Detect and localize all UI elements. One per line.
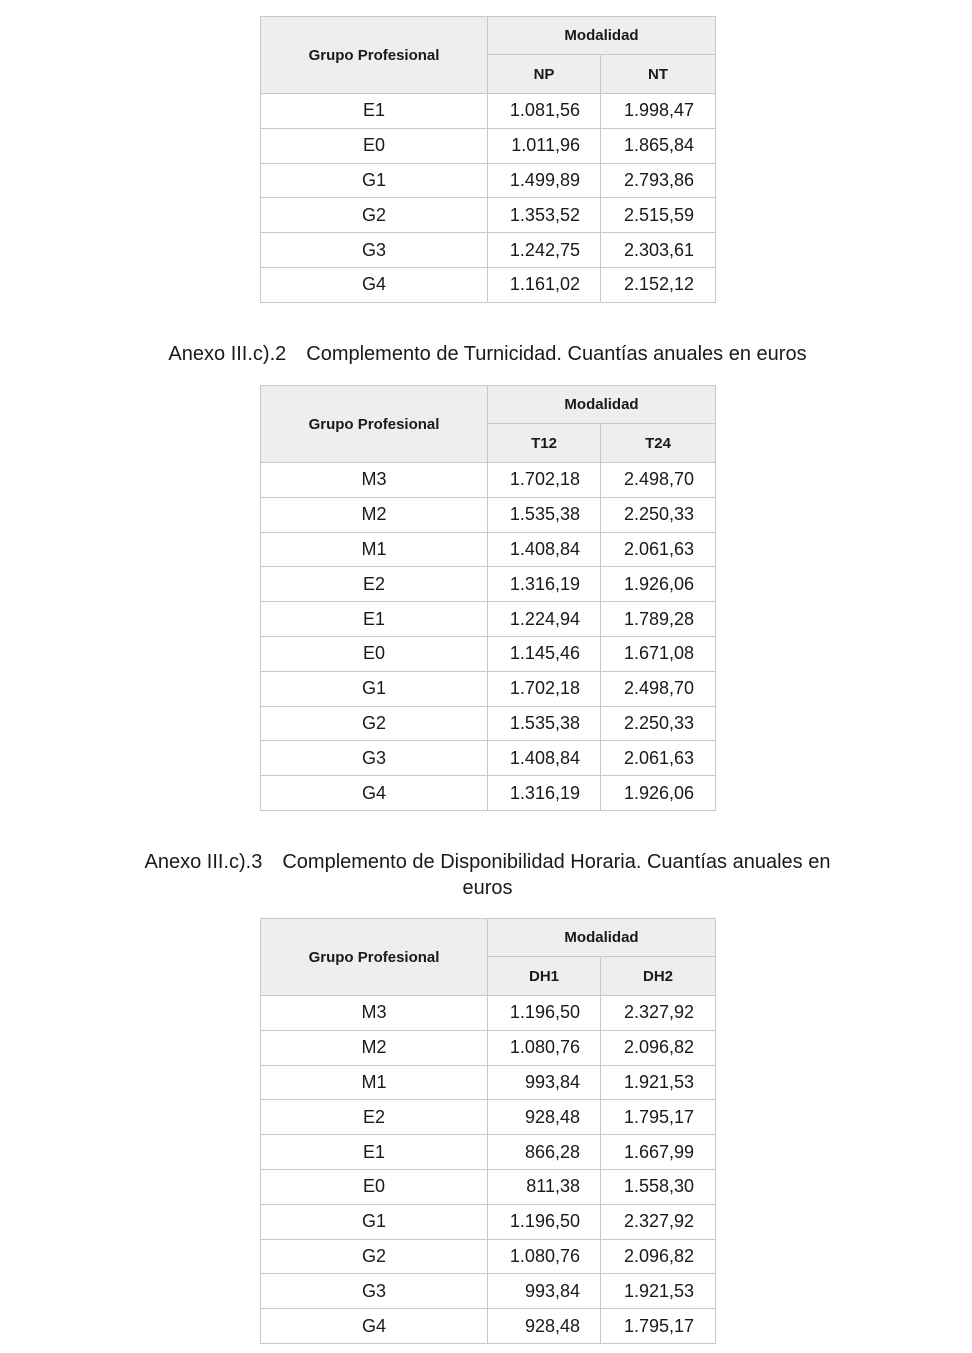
cell-grupo: G1: [261, 671, 488, 706]
cell-value-1: 993,84: [488, 1065, 601, 1100]
cell-grupo: E0: [261, 636, 488, 671]
cell-value-1: 1.196,50: [488, 996, 601, 1031]
cell-value-2: 2.096,82: [601, 1239, 716, 1274]
header-col-1: NP: [488, 55, 601, 94]
cell-grupo: E1: [261, 94, 488, 129]
cell-value-1: 1.353,52: [488, 198, 601, 233]
cell-grupo: E0: [261, 1169, 488, 1204]
table-row: [261, 1204, 716, 1239]
table-row: [261, 163, 716, 198]
table-row: [261, 497, 716, 532]
table-turnicidad: [260, 385, 716, 811]
table-row: [261, 532, 716, 567]
cell-grupo: E2: [261, 567, 488, 602]
table-row: [261, 1100, 716, 1135]
cell-value-1: 866,28: [488, 1135, 601, 1170]
caption-text: Complemento de Disponibilidad Horaria. Cuantías anuales en euros: [282, 851, 831, 899]
cell-value-1: 1.535,38: [488, 497, 601, 532]
cell-value-1: 928,48: [488, 1100, 601, 1135]
caption-turnicidad: [140, 341, 835, 367]
cell-value-2: 1.921,53: [601, 1065, 716, 1100]
cell-value-2: 1.926,06: [601, 776, 716, 811]
cell-value-2: 2.250,33: [601, 706, 716, 741]
table-row: [261, 463, 716, 498]
cell-grupo: G4: [261, 267, 488, 302]
cell-grupo: G3: [261, 233, 488, 268]
cell-value-1: 1.316,19: [488, 567, 601, 602]
table-row: [261, 1239, 716, 1274]
cell-value-1: 1.316,19: [488, 776, 601, 811]
cell-value-1: 1.224,94: [488, 602, 601, 637]
cell-value-1: 1.145,46: [488, 636, 601, 671]
cell-value-2: 1.789,28: [601, 602, 716, 637]
table-row: [261, 94, 716, 129]
cell-value-1: 1.242,75: [488, 233, 601, 268]
cell-value-2: 1.795,17: [601, 1309, 716, 1344]
table-row: [261, 602, 716, 637]
cell-value-1: 1.080,76: [488, 1239, 601, 1274]
header-grupo-profesional: Grupo Profesional: [261, 386, 488, 463]
cell-grupo: E1: [261, 1135, 488, 1170]
header-grupo-profesional: Grupo Profesional: [261, 17, 488, 94]
cell-grupo: E0: [261, 128, 488, 163]
cell-value-1: 1.702,18: [488, 671, 601, 706]
cell-value-2: 2.498,70: [601, 671, 716, 706]
cell-grupo: M2: [261, 1030, 488, 1065]
cell-grupo: M3: [261, 996, 488, 1031]
table-row: [261, 671, 716, 706]
table-row: [261, 567, 716, 602]
table-row: [261, 1169, 716, 1204]
header-col-1: T12: [488, 424, 601, 463]
table-row: [261, 1065, 716, 1100]
cell-grupo: E1: [261, 602, 488, 637]
cell-value-2: 2.327,92: [601, 996, 716, 1031]
cell-grupo: G2: [261, 1239, 488, 1274]
cell-grupo: E2: [261, 1100, 488, 1135]
cell-value-1: 1.408,84: [488, 532, 601, 567]
cell-value-2: 2.303,61: [601, 233, 716, 268]
table-row: [261, 198, 716, 233]
table-row: [261, 996, 716, 1031]
cell-grupo: M1: [261, 1065, 488, 1100]
cell-grupo: G4: [261, 776, 488, 811]
header-grupo-profesional: Grupo Profesional: [261, 919, 488, 996]
cell-value-2: 2.498,70: [601, 463, 716, 498]
cell-value-1: 1.080,76: [488, 1030, 601, 1065]
header-modalidad: Modalidad: [488, 386, 716, 424]
cell-value-1: 1.081,56: [488, 94, 601, 129]
cell-grupo: G4: [261, 1309, 488, 1344]
cell-grupo: M1: [261, 532, 488, 567]
cell-grupo: M2: [261, 497, 488, 532]
cell-value-2: 2.152,12: [601, 267, 716, 302]
cell-value-2: 1.795,17: [601, 1100, 716, 1135]
cell-value-1: 1.161,02: [488, 267, 601, 302]
cell-value-2: 1.926,06: [601, 567, 716, 602]
caption-prefix: Anexo III.c).2: [168, 343, 287, 365]
cell-grupo: M3: [261, 463, 488, 498]
table-row: [261, 741, 716, 776]
cell-value-2: 1.558,30: [601, 1169, 716, 1204]
table-row: [261, 233, 716, 268]
cell-grupo: G3: [261, 1274, 488, 1309]
cell-value-2: 1.671,08: [601, 636, 716, 671]
table-row: [261, 706, 716, 741]
table-row: [261, 1135, 716, 1170]
table-body: [261, 996, 716, 1344]
cell-value-2: 2.061,63: [601, 532, 716, 567]
table-nocturnidad: [260, 16, 716, 303]
table-disponibilidad-horaria: [260, 918, 716, 1344]
cell-value-1: 811,38: [488, 1169, 601, 1204]
caption-text: Complemento de Turnicidad. Cuantías anuales en euros: [306, 343, 807, 365]
table-row: [261, 636, 716, 671]
cell-value-2: 1.921,53: [601, 1274, 716, 1309]
cell-value-2: 2.061,63: [601, 741, 716, 776]
cell-value-1: 1.196,50: [488, 1204, 601, 1239]
caption-disponibilidad: [140, 849, 835, 901]
caption-prefix: Anexo III.c).3: [144, 851, 263, 873]
table-body: [261, 463, 716, 811]
table-row: [261, 1030, 716, 1065]
table-row: [261, 1309, 716, 1344]
table-row: [261, 1274, 716, 1309]
table-row: [261, 267, 716, 302]
header-col-1: DH1: [488, 957, 601, 996]
cell-value-2: 2.327,92: [601, 1204, 716, 1239]
cell-grupo: G1: [261, 163, 488, 198]
table-row: [261, 128, 716, 163]
cell-value-1: 1.408,84: [488, 741, 601, 776]
cell-grupo: G2: [261, 706, 488, 741]
cell-value-2: 2.515,59: [601, 198, 716, 233]
table-body: [261, 94, 716, 303]
header-col-2: NT: [601, 55, 716, 94]
cell-grupo: G2: [261, 198, 488, 233]
cell-value-1: 1.535,38: [488, 706, 601, 741]
cell-value-1: 993,84: [488, 1274, 601, 1309]
cell-value-1: 1.011,96: [488, 128, 601, 163]
cell-value-1: 928,48: [488, 1309, 601, 1344]
cell-value-2: 2.096,82: [601, 1030, 716, 1065]
cell-grupo: G3: [261, 741, 488, 776]
cell-value-2: 1.667,99: [601, 1135, 716, 1170]
header-col-2: T24: [601, 424, 716, 463]
cell-value-2: 1.998,47: [601, 94, 716, 129]
table-row: [261, 776, 716, 811]
cell-value-2: 2.250,33: [601, 497, 716, 532]
header-modalidad: Modalidad: [488, 17, 716, 55]
cell-value-2: 1.865,84: [601, 128, 716, 163]
cell-grupo: G1: [261, 1204, 488, 1239]
cell-value-1: 1.702,18: [488, 463, 601, 498]
header-modalidad: Modalidad: [488, 919, 716, 957]
header-col-2: DH2: [601, 957, 716, 996]
cell-value-2: 2.793,86: [601, 163, 716, 198]
cell-value-1: 1.499,89: [488, 163, 601, 198]
